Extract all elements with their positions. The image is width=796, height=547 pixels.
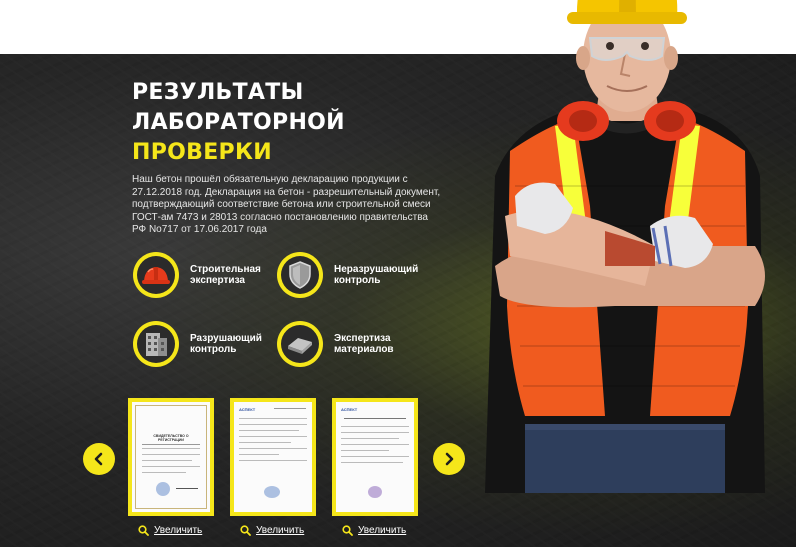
magnifier-icon [342, 525, 353, 536]
document-thumbnail[interactable] [128, 398, 214, 516]
feature-label-line1: Разрушающий [190, 333, 262, 344]
feature-label-line1: Строительная [190, 264, 261, 275]
feature-label-line2: контроль [190, 344, 237, 355]
magnifier-icon [240, 525, 251, 536]
construction-worker-image [455, 0, 796, 493]
zoom-link[interactable] [138, 525, 202, 536]
feature-nondestructive-control [277, 252, 419, 298]
zoom-link[interactable] [342, 525, 406, 536]
document-header: СВИДЕТЕЛЬСТВО О РЕГИСТРАЦИИ [153, 434, 189, 442]
concrete-block-icon [286, 332, 314, 356]
feature-badge [277, 321, 323, 367]
hard-hat-icon [141, 263, 171, 287]
chevron-left-icon [92, 452, 106, 466]
feature-badge [133, 252, 179, 298]
zoom-label: Увеличить [154, 525, 203, 536]
chevron-right-icon [442, 452, 456, 466]
title-line-2: ЛАБОРАТОРНОЙ [132, 110, 345, 135]
carousel-prev-button[interactable] [83, 443, 115, 475]
document-header: АСПЕКТ [239, 407, 256, 412]
feature-construction-expertise [133, 252, 270, 298]
feature-label-line1: Экспертиза [334, 333, 391, 344]
section-description: Наш бетон прошёл обязательную декларацию продукции с 27.12.2018 год. Декларация на бетон - разрешительный документ, подтверждающий соответствие бетона или строительной смеси ГОСТ-ам 7473 и 28013 согласно постановлению правительства РФ No717 от 17.06.2017 года [132, 174, 441, 235]
feature-label-line2: материалов [334, 344, 394, 355]
feature-badge [277, 252, 323, 298]
title-line-1: РЕЗУЛЬТАТЫ [132, 80, 304, 105]
shield-icon [288, 261, 312, 289]
document-thumbnail[interactable] [332, 398, 418, 516]
feature-label-line2: контроль [334, 275, 381, 286]
document-header: АСПЕКТ [341, 407, 358, 412]
section-title [132, 78, 345, 168]
zoom-link[interactable] [240, 525, 304, 536]
feature-destructive-control [133, 321, 270, 367]
building-icon [143, 330, 169, 358]
document-thumbnail[interactable] [230, 398, 316, 516]
zoom-label: Увеличить [256, 525, 305, 536]
feature-badge [133, 321, 179, 367]
feature-label-line2: экспертиза [190, 275, 245, 286]
feature-materials-expertise [277, 321, 414, 367]
magnifier-icon [138, 525, 149, 536]
feature-label-line1: Неразрушающий [334, 264, 419, 275]
zoom-label: Увеличить [358, 525, 407, 536]
title-accent: ПРОВЕРКИ [132, 140, 272, 165]
